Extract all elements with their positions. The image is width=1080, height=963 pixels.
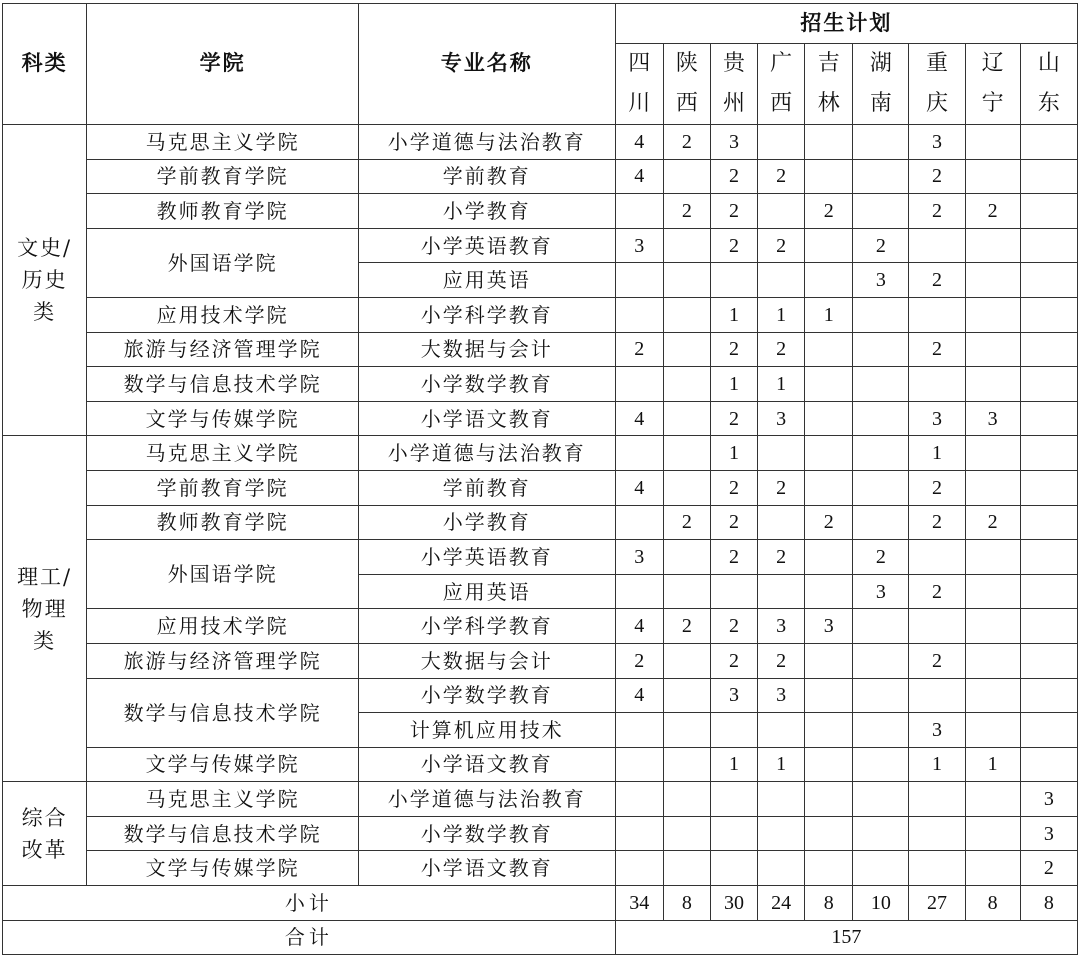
subtotal-value: 27 <box>909 886 965 921</box>
value-cell <box>965 609 1020 644</box>
major-cell: 小学语文教育 <box>358 401 615 436</box>
subtotal-value: 34 <box>615 886 663 921</box>
value-cell: 2 <box>710 401 757 436</box>
value-cell: 2 <box>663 194 710 229</box>
value-cell <box>663 747 710 782</box>
value-cell <box>805 159 853 194</box>
table-row <box>3 643 1078 678</box>
value-cell <box>710 263 757 298</box>
table-row <box>3 436 1078 471</box>
value-cell <box>965 643 1020 678</box>
major-cell: 小学道德与法治教育 <box>358 436 615 471</box>
value-cell: 2 <box>710 159 757 194</box>
value-cell <box>853 816 909 851</box>
value-cell <box>663 297 710 332</box>
value-cell: 3 <box>909 401 965 436</box>
college-cell: 外国语学院 <box>87 540 359 609</box>
table-row <box>3 540 1078 575</box>
value-cell <box>663 436 710 471</box>
value-cell <box>1020 505 1077 540</box>
value-cell: 2 <box>758 643 805 678</box>
value-cell <box>615 367 663 402</box>
college-cell: 数学与信息技术学院 <box>87 678 359 747</box>
value-cell <box>853 678 909 713</box>
value-cell <box>965 678 1020 713</box>
table-row <box>3 782 1078 817</box>
value-cell <box>758 713 805 748</box>
table-row <box>3 159 1078 194</box>
major-cell: 计算机应用技术 <box>358 713 615 748</box>
college-cell: 应用技术学院 <box>87 297 359 332</box>
value-cell: 2 <box>909 263 965 298</box>
value-cell <box>1020 470 1077 505</box>
value-cell <box>615 816 663 851</box>
value-cell <box>853 713 909 748</box>
college-cell: 旅游与经济管理学院 <box>87 643 359 678</box>
value-cell: 3 <box>909 713 965 748</box>
major-cell: 学前教育 <box>358 159 615 194</box>
college-cell: 教师教育学院 <box>87 194 359 229</box>
value-cell <box>805 782 853 817</box>
header-category: 科类 <box>3 4 87 125</box>
total-row <box>3 920 1078 955</box>
table-row <box>3 228 1078 263</box>
value-cell <box>965 159 1020 194</box>
value-cell <box>805 574 853 609</box>
table-row <box>3 609 1078 644</box>
value-cell: 3 <box>710 678 757 713</box>
value-cell: 3 <box>758 678 805 713</box>
subtotal-value: 24 <box>758 886 805 921</box>
major-cell: 小学语文教育 <box>358 851 615 886</box>
value-cell <box>805 436 853 471</box>
value-cell <box>615 747 663 782</box>
value-cell: 2 <box>710 228 757 263</box>
major-cell: 小学教育 <box>358 194 615 229</box>
college-cell: 学前教育学院 <box>87 470 359 505</box>
value-cell: 3 <box>615 228 663 263</box>
header-province: 重 庆 <box>909 44 965 125</box>
value-cell: 2 <box>805 505 853 540</box>
value-cell <box>758 194 805 229</box>
value-cell: 4 <box>615 609 663 644</box>
value-cell <box>909 782 965 817</box>
value-cell <box>758 816 805 851</box>
value-cell: 2 <box>710 470 757 505</box>
value-cell <box>663 540 710 575</box>
value-cell: 2 <box>758 470 805 505</box>
value-cell: 2 <box>615 332 663 367</box>
value-cell: 2 <box>710 643 757 678</box>
value-cell <box>853 367 909 402</box>
value-cell <box>758 851 805 886</box>
value-cell <box>663 228 710 263</box>
college-cell: 旅游与经济管理学院 <box>87 332 359 367</box>
value-cell <box>615 713 663 748</box>
major-cell: 小学英语教育 <box>358 228 615 263</box>
subtotal-row <box>3 886 1078 921</box>
value-cell: 3 <box>909 125 965 160</box>
college-cell: 文学与传媒学院 <box>87 747 359 782</box>
value-cell <box>1020 367 1077 402</box>
major-cell: 小学数学教育 <box>358 816 615 851</box>
value-cell <box>758 436 805 471</box>
value-cell: 1 <box>758 297 805 332</box>
value-cell <box>805 540 853 575</box>
major-cell: 小学数学教育 <box>358 678 615 713</box>
value-cell <box>663 367 710 402</box>
value-cell <box>965 713 1020 748</box>
table-row <box>3 194 1078 229</box>
value-cell <box>965 367 1020 402</box>
value-cell <box>1020 159 1077 194</box>
value-cell: 2 <box>909 470 965 505</box>
value-cell <box>805 470 853 505</box>
value-cell <box>853 297 909 332</box>
value-cell: 2 <box>909 194 965 229</box>
value-cell <box>909 228 965 263</box>
value-cell <box>909 367 965 402</box>
value-cell: 2 <box>758 228 805 263</box>
value-cell <box>965 297 1020 332</box>
value-cell <box>1020 436 1077 471</box>
value-cell <box>965 851 1020 886</box>
value-cell: 1 <box>710 436 757 471</box>
value-cell <box>663 401 710 436</box>
value-cell <box>965 816 1020 851</box>
value-cell <box>758 505 805 540</box>
value-cell <box>853 782 909 817</box>
major-cell: 小学英语教育 <box>358 540 615 575</box>
value-cell: 2 <box>663 609 710 644</box>
header-province: 广 西 <box>758 44 805 125</box>
value-cell <box>663 816 710 851</box>
value-cell <box>805 678 853 713</box>
value-cell: 1 <box>909 747 965 782</box>
major-cell: 小学数学教育 <box>358 367 615 402</box>
enrollment-plan-table <box>2 3 1078 955</box>
value-cell <box>965 125 1020 160</box>
value-cell <box>805 401 853 436</box>
value-cell <box>663 713 710 748</box>
value-cell <box>710 782 757 817</box>
college-cell: 文学与传媒学院 <box>87 401 359 436</box>
value-cell: 2 <box>663 125 710 160</box>
value-cell: 2 <box>853 540 909 575</box>
value-cell <box>805 816 853 851</box>
value-cell <box>853 159 909 194</box>
header-province: 湖 南 <box>853 44 909 125</box>
value-cell: 3 <box>1020 816 1077 851</box>
value-cell: 2 <box>758 540 805 575</box>
value-cell: 4 <box>615 159 663 194</box>
value-cell <box>663 332 710 367</box>
college-cell: 数学与信息技术学院 <box>87 367 359 402</box>
value-cell <box>1020 194 1077 229</box>
table-row <box>3 747 1078 782</box>
major-cell: 大数据与会计 <box>358 332 615 367</box>
table-row <box>3 470 1078 505</box>
value-cell <box>805 228 853 263</box>
value-cell: 2 <box>615 643 663 678</box>
college-cell: 马克思主义学院 <box>87 125 359 160</box>
value-cell <box>1020 713 1077 748</box>
value-cell: 1 <box>710 747 757 782</box>
value-cell <box>965 436 1020 471</box>
header-college: 学院 <box>87 4 359 125</box>
value-cell <box>805 851 853 886</box>
value-cell: 2 <box>710 332 757 367</box>
major-cell: 大数据与会计 <box>358 643 615 678</box>
value-cell <box>909 297 965 332</box>
value-cell <box>853 851 909 886</box>
value-cell <box>805 643 853 678</box>
value-cell <box>615 782 663 817</box>
value-cell <box>615 297 663 332</box>
value-cell: 2 <box>758 159 805 194</box>
value-cell: 1 <box>758 367 805 402</box>
value-cell <box>853 643 909 678</box>
value-cell: 2 <box>965 505 1020 540</box>
value-cell: 4 <box>615 125 663 160</box>
value-cell: 2 <box>965 194 1020 229</box>
value-cell: 2 <box>710 540 757 575</box>
value-cell: 3 <box>758 609 805 644</box>
value-cell <box>909 851 965 886</box>
value-cell <box>965 574 1020 609</box>
table-row <box>3 367 1078 402</box>
value-cell: 2 <box>909 505 965 540</box>
value-cell <box>1020 643 1077 678</box>
total-value: 157 <box>615 920 1077 955</box>
value-cell <box>758 782 805 817</box>
value-cell <box>1020 263 1077 298</box>
value-cell <box>1020 125 1077 160</box>
value-cell <box>663 159 710 194</box>
college-cell: 外国语学院 <box>87 228 359 297</box>
value-cell <box>805 713 853 748</box>
table-row <box>3 297 1078 332</box>
value-cell <box>1020 574 1077 609</box>
value-cell <box>615 263 663 298</box>
value-cell <box>663 782 710 817</box>
value-cell <box>853 194 909 229</box>
category-cell-science: 理工/ 物理 类 <box>3 436 87 782</box>
value-cell: 2 <box>663 505 710 540</box>
value-cell: 2 <box>805 194 853 229</box>
value-cell <box>1020 332 1077 367</box>
value-cell: 2 <box>710 194 757 229</box>
value-cell: 1 <box>758 747 805 782</box>
subtotal-value: 8 <box>1020 886 1077 921</box>
value-cell <box>805 332 853 367</box>
value-cell: 2 <box>853 228 909 263</box>
value-cell: 4 <box>615 470 663 505</box>
value-cell: 3 <box>805 609 853 644</box>
value-cell: 1 <box>909 436 965 471</box>
value-cell: 2 <box>909 574 965 609</box>
subtotal-label: 小计 <box>3 886 616 921</box>
value-cell: 2 <box>710 505 757 540</box>
value-cell: 3 <box>758 401 805 436</box>
table-row <box>3 401 1078 436</box>
header-province: 吉 林 <box>805 44 853 125</box>
major-cell: 小学道德与法治教育 <box>358 125 615 160</box>
value-cell <box>615 851 663 886</box>
subtotal-value: 10 <box>853 886 909 921</box>
header-major: 专业名称 <box>358 4 615 125</box>
college-cell: 学前教育学院 <box>87 159 359 194</box>
value-cell <box>710 851 757 886</box>
major-cell: 小学教育 <box>358 505 615 540</box>
value-cell <box>853 332 909 367</box>
value-cell <box>1020 678 1077 713</box>
value-cell <box>1020 228 1077 263</box>
major-cell: 小学科学教育 <box>358 297 615 332</box>
value-cell <box>805 367 853 402</box>
college-cell: 文学与传媒学院 <box>87 851 359 886</box>
value-cell <box>663 643 710 678</box>
subtotal-value: 8 <box>805 886 853 921</box>
value-cell <box>1020 401 1077 436</box>
value-cell: 1 <box>710 297 757 332</box>
major-cell: 应用英语 <box>358 574 615 609</box>
value-cell: 3 <box>710 125 757 160</box>
table-row <box>3 505 1078 540</box>
value-cell <box>805 747 853 782</box>
value-cell <box>965 228 1020 263</box>
table-row <box>3 816 1078 851</box>
value-cell <box>663 263 710 298</box>
header-province: 辽 宁 <box>965 44 1020 125</box>
header-province: 陕 西 <box>663 44 710 125</box>
value-cell: 1 <box>965 747 1020 782</box>
value-cell <box>615 436 663 471</box>
value-cell <box>909 816 965 851</box>
header-enrollment-plan: 招生计划 <box>615 4 1077 44</box>
value-cell: 2 <box>1020 851 1077 886</box>
value-cell: 3 <box>615 540 663 575</box>
major-cell: 学前教育 <box>358 470 615 505</box>
value-cell: 1 <box>710 367 757 402</box>
value-cell <box>805 125 853 160</box>
value-cell <box>909 609 965 644</box>
value-cell <box>615 505 663 540</box>
value-cell <box>1020 297 1077 332</box>
major-cell: 小学语文教育 <box>358 747 615 782</box>
value-cell <box>758 574 805 609</box>
value-cell <box>663 470 710 505</box>
subtotal-value: 30 <box>710 886 757 921</box>
major-cell: 应用英语 <box>358 263 615 298</box>
value-cell <box>965 782 1020 817</box>
category-cell-reform: 综合 改革 <box>3 782 87 886</box>
major-cell: 小学道德与法治教育 <box>358 782 615 817</box>
value-cell: 4 <box>615 678 663 713</box>
college-cell: 教师教育学院 <box>87 505 359 540</box>
value-cell <box>853 505 909 540</box>
subtotal-value: 8 <box>965 886 1020 921</box>
value-cell <box>965 332 1020 367</box>
college-cell: 数学与信息技术学院 <box>87 816 359 851</box>
value-cell <box>663 851 710 886</box>
value-cell <box>965 263 1020 298</box>
college-cell: 马克思主义学院 <box>87 782 359 817</box>
table-row <box>3 125 1078 160</box>
value-cell <box>805 263 853 298</box>
value-cell <box>710 816 757 851</box>
value-cell <box>710 574 757 609</box>
value-cell: 1 <box>805 297 853 332</box>
value-cell <box>909 678 965 713</box>
value-cell: 2 <box>758 332 805 367</box>
table-row <box>3 332 1078 367</box>
value-cell <box>1020 747 1077 782</box>
value-cell <box>853 470 909 505</box>
value-cell <box>853 401 909 436</box>
value-cell: 2 <box>909 159 965 194</box>
value-cell <box>965 540 1020 575</box>
value-cell <box>853 747 909 782</box>
value-cell <box>853 609 909 644</box>
value-cell: 3 <box>853 574 909 609</box>
value-cell: 2 <box>909 643 965 678</box>
value-cell: 4 <box>615 401 663 436</box>
value-cell <box>909 540 965 575</box>
value-cell: 2 <box>909 332 965 367</box>
value-cell <box>710 713 757 748</box>
header-province: 山 东 <box>1020 44 1077 125</box>
value-cell: 2 <box>710 609 757 644</box>
college-cell: 马克思主义学院 <box>87 436 359 471</box>
subtotal-value: 8 <box>663 886 710 921</box>
major-cell: 小学科学教育 <box>358 609 615 644</box>
category-cell-history: 文史/ 历史 类 <box>3 125 87 436</box>
value-cell <box>663 678 710 713</box>
table-row <box>3 851 1078 886</box>
value-cell <box>758 125 805 160</box>
value-cell: 3 <box>1020 782 1077 817</box>
total-label: 合计 <box>3 920 616 955</box>
value-cell <box>853 436 909 471</box>
value-cell: 3 <box>965 401 1020 436</box>
value-cell <box>615 194 663 229</box>
value-cell <box>965 470 1020 505</box>
value-cell <box>853 125 909 160</box>
value-cell <box>663 574 710 609</box>
header-province: 四 川 <box>615 44 663 125</box>
value-cell <box>615 574 663 609</box>
table-row <box>3 678 1078 713</box>
value-cell <box>1020 609 1077 644</box>
college-cell: 应用技术学院 <box>87 609 359 644</box>
header-province: 贵 州 <box>710 44 757 125</box>
value-cell: 3 <box>853 263 909 298</box>
value-cell <box>1020 540 1077 575</box>
value-cell <box>758 263 805 298</box>
